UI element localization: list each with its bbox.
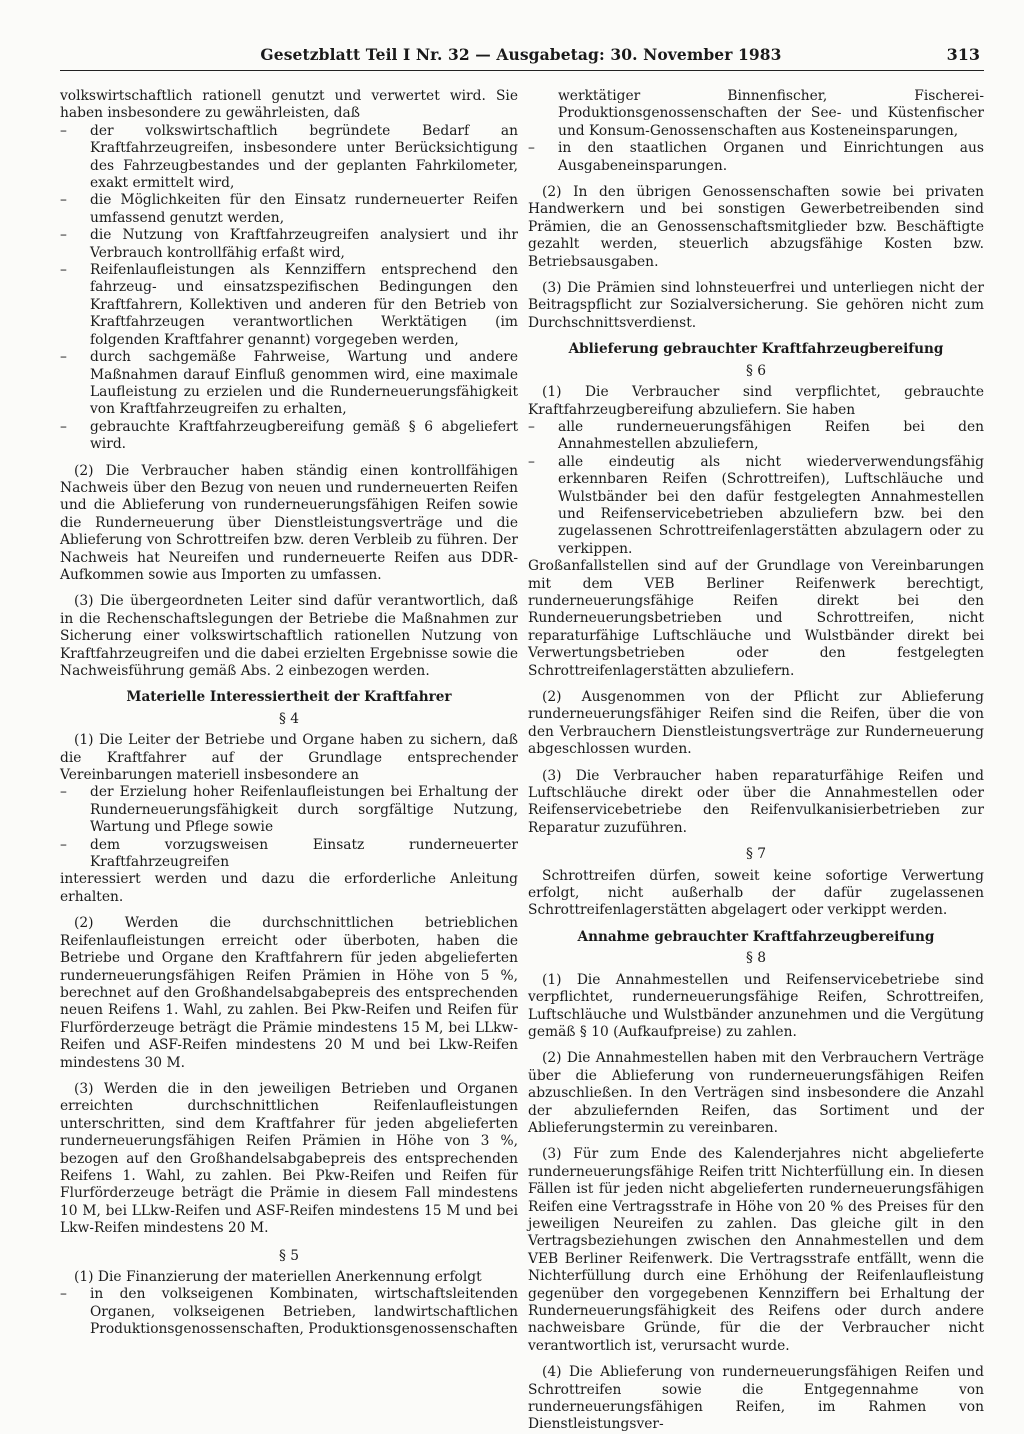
list-item: – durch sachgemäße Fahrweise, Wartung und andere Maßnahmen darauf Einfluß genommen wird, eine maximale Laufleistung zu erzielen und die Runderneuerungsfähigkeit von Kraftfahrzeugreifen zu erhalten, — [60, 349, 518, 419]
paragraph: Schrottreifen dürfen, soweit keine sofortige Verwertung erfolgt, nicht außerhalb der dafür zugelassenen Schrottreifenlagerstätten abgelagert oder verkippt werden. — [528, 867, 984, 919]
paragraph: (3) Die Verbraucher haben reparaturfähige Reifen und Luftschläuche direkt oder über die Annahmestellen oder Reifenservicebetriebe den Reifenvulkanisierbetrieben zur Reparatur zuzuführen. — [528, 767, 984, 836]
list-item: – gebrauchte Kraftfahrzeugbereifung gemäß § 6 abgeliefert wird. — [60, 419, 518, 454]
list-item: – in den volkseigenen Kombinaten, wirtschaftsleitenden Organen, volkseigenen Betrieben, landwirtschaftlichen Produktionsgenossenschaften, Produktionsgenossenschaften — [60, 1286, 518, 1338]
list-item: – alle eindeutig als nicht wiederverwendungsfähig erkennbaren Reifen (Schrottreifen), Luftschläuche und Wulstbänder bei den dafür festgelegten Annahmestellen und Reifenservicebetrieben abzuliefern bzw. bei den zugelassenen Schrottreifenlagerstätten abzulagern oder zu verkippen. — [528, 454, 984, 558]
left-column — [60, 88, 518, 1400]
list-item: – der Erzielung hoher Reifenlaufleistungen bei Erhaltung der Runderneuerungsfähigkeit durch sorgfältige Nutzung, Wartung und Pflege sowie — [60, 784, 518, 836]
paragraph: (3) Die Prämien sind lohnsteuerfrei und unterliegen nicht der Beitragspflicht zur Sozialversicherung. Sie gehören nicht zum Durchschnittsverdienst. — [528, 280, 984, 331]
paragraph: (3) Für zum Ende des Kalenderjahres nicht abgelieferte runderneuerungsfähige Reifen tritt Nichterfüllung ein. In diesen Fällen ist für jeden nicht abgelieferten runderneuerungsfähigen Reifen eine Vertragsstrafe in Höhe von 20 % des Preises für den jeweiligen Neureifen zu zahlen. Das gleiche gilt in den Vertragsbeziehungen zwischen den Annahmestellen und dem VEB Berliner Reifenwerk. Die Vertragsstrafe entfällt, wenn die Nichterfüllung durch eine Erhöhung der Reifenlaufleistung gegenüber den vorgegebenen Kennziffern bei Erhaltung der Runderneuerungsfähigkeit des Reifens oder durch andere nachweisbare Gründe, für die der Verbraucher nicht verantwortlich ist, verursacht wurde. — [528, 1146, 984, 1354]
paragraph: (2) Werden die durchschnittlichen betrieblichen Reifenlaufleistungen erreicht oder überboten, haben die Betriebe und Organe den Kraftfahrern für jeden abgelieferten runderneuerungsfähigen Reifen Prämien in Höhe von 5 %, berechnet auf den Großhandelsabgabepreis des entsprechenden neuen Reifens 1. Wahl, zu zahlen. Bei Pkw-Reifen und Reifen für Flurförderzeuge beträgt die Prämie mindestens 15 M, bei LLkw-Reifen und ASF-Reifen mindestens 20 M und bei Lkw-Reifen mindestens 30 M. — [60, 915, 518, 1071]
paragraph-number: § 4 — [278, 710, 300, 727]
paragraph-number: § 5 — [278, 1247, 300, 1264]
paragraph-number: § 6 — [745, 362, 767, 379]
paragraph: (1) Die Finanzierung der materiellen Anerkennung erfolgt — [74, 1269, 482, 1285]
paragraph: (2) In den übrigen Genossenschaften sowie bei privaten Handwerkern und bei sonstigen Gewerbetreibenden sind Prämien, die an Genossenschaftsmitglieder bzw. Beschäftigte gezahlt werden, steuerlich abzugsfähige Kosten bzw. Betriebsausgaben. — [528, 184, 984, 270]
paragraph: (2) Die Verbraucher haben ständig einen kontrollfähigen Nachweis über den Bezug von neuen und runderneuerten Reifen und die Ablieferung von runderneuerungsfähigen Reifen sowie die Runderneuerung über Dienstleistungsverträge und die Ablieferung von Schrottreifen bzw. deren Verbleib zu führen. Der Nachweis hat Neureifen und runderneuerte Reifen aus DDR-Aufkommen sowie aus Importen zu umfassen. — [60, 462, 519, 583]
page-number: 313 — [946, 45, 980, 64]
list-item: – alle runderneuerungsfähigen Reifen bei den Annahmestellen abzuliefern, — [528, 419, 984, 454]
list-item: – der volkswirtschaftlich begründete Bedarf an Kraftfahrzeugreifen, insbesondere unter Berücksichtigung des Fahrzeugbestandes und der geplanten Fahrkilometer, exakt ermittelt wird, — [60, 123, 518, 193]
section-heading: Ablieferung gebrauchter Kraftfahrzeugbereifung — [568, 341, 944, 358]
paragraph-number: § 7 — [745, 846, 767, 863]
list-item: – die Nutzung von Kraftfahrzeugreifen analysiert und ihr Verbrauch kontrollfähig erfaßt wird, — [60, 227, 518, 262]
section-heading: Materielle Interessiertheit der Kraftfahrer — [126, 689, 452, 706]
list-item: – in den staatlichen Organen und Einrichtungen aus Ausgabeneinsparungen. — [528, 140, 984, 175]
list-item: – Reifenlaufleistungen als Kennziffern entsprechend den fahrzeug- und einsatzspezifischen Bedingungen den Kraftfahrern, Kollektiven und anderen für den Betrieb von Kraftfahrzeugen verantwortlichen Werktätigen (im folgenden Kraftfahrer genannt) vorgegeben werden, — [60, 262, 518, 349]
paragraph: Großanfallstellen sind auf der Grundlage von Vereinbarungen mit dem VEB Berliner Reifenwerk berechtigt, runderneuerungsfähige Reifen direkt bei den Runderneuerungsbetrieben und Schrottreifen, nicht reparaturfähige Luftschläuche und Wulstbänder direkt bei Verwertungsbetrieben oder den festgelegten Schrottreifenlagerstätten abzuliefern. — [528, 558, 984, 679]
header-title: Gesetzblatt Teil I Nr. 32 — Ausgabetag: 30. November 1983 — [260, 45, 782, 64]
page-header — [60, 46, 982, 68]
list-item: – dem vorzugsweisen Einsatz runderneuerter Kraftfahrzeugreifen — [60, 837, 518, 872]
paragraph: (1) Die Annahmestellen und Reifenservicebetriebe sind verpflichtet, runderneuerungsfähige Reifen, Schrottreifen, Luftschläuche und Wulstbänder anzunehmen und die Vergütung gemäß § 10 (Aufkaufpreise) zu zahlen. — [528, 971, 984, 1040]
paragraph: (4) Die Ablieferung von runderneuerungsfähigen Reifen und Schrottreifen sowie die Entgegennahme von runderneuerungsfähigen Reifen, im Rahmen von Dienstleistungsver- — [528, 1364, 984, 1433]
section-heading: Annahme gebrauchter Kraftfahrzeugbereifung — [577, 928, 935, 945]
paragraph: volkswirtschaftlich rationell genutzt und verwertet wird. Sie haben insbesondere zu gewährleisten, daß — [60, 88, 518, 122]
paragraph: (2) Die Annahmestellen haben mit den Verbrauchern Verträge über die Ablieferung von runderneuerungsfähigen Reifen abzuschließen. In den Verträgen sind insbesondere die Anzahl der abzuliefernden Reifen, das Sortiment und der Ablieferungstermin zu vereinbaren. — [528, 1050, 984, 1136]
paragraph: interessiert werden und dazu die erforderliche Anleitung erhalten. — [60, 871, 518, 905]
paragraph: (1) Die Verbraucher sind verpflichtet, gebrauchte Kraftfahrzeugbereifung abzuliefern. Sie haben — [528, 384, 984, 418]
list-item-continuation: werktätiger Binnenfischer, Fischerei-Produktionsgenossenschaften der See- und Küstenfischer und Konsum-Genossenschaften aus Kosteneinsparungen, — [558, 88, 984, 139]
right-column — [528, 88, 984, 1433]
paragraph: (2) Ausgenommen von der Pflicht zur Ablieferung runderneuerungsfähiger Reifen sind die Reifen, über die von den Verbrauchern Dienstleistungsverträge zur Runderneuerung abgeschlossen wurden. — [528, 689, 984, 758]
paragraph: (3) Die übergeordneten Leiter sind dafür verantwortlich, daß in die Rechenschaftslegungen der Betriebe die Maßnahmen zur Sicherung einer volkswirtschaftlich rationellen Nutzung von Kraftfahrzeugreifen und die dabei erzielten Ergebnisse sowie die Nachweisführung gemäß Abs. 2 einbezogen werden. — [60, 593, 518, 679]
paragraph: (3) Werden die in den jeweiligen Betrieben und Organen erreichten durchschnittlichen Reifenlaufleistungen unterschritten, sind dem Kraftfahrer für jeden abgelieferten runderneuerungsfähigen Reifen Prämien in Höhe von 3 %, bezogen auf den Großhandelsabgabepreis des entsprechenden Reifens 1. Wahl, zu zahlen. Bei Pkw-Reifen und Reifen für Flurförderzeuge beträgt die Prämie in diesem Fall mindestens 10 M, bei LLkw-Reifen und ASF-Reifen mindestens 15 M und bei Lkw-Reifen mindestens 20 M. — [60, 1080, 518, 1237]
paragraph: (1) Die Leiter der Betriebe und Organe haben zu sichern, daß die Kraftfahrer auf der Grundlage entsprechender Vereinbarungen materiell insbesondere an — [60, 732, 518, 784]
paragraph-number: § 8 — [745, 950, 767, 967]
list-item: – die Möglichkeiten für den Einsatz runderneuerter Reifen umfassend genutzt werden, — [60, 192, 518, 227]
header-rule — [60, 70, 984, 71]
